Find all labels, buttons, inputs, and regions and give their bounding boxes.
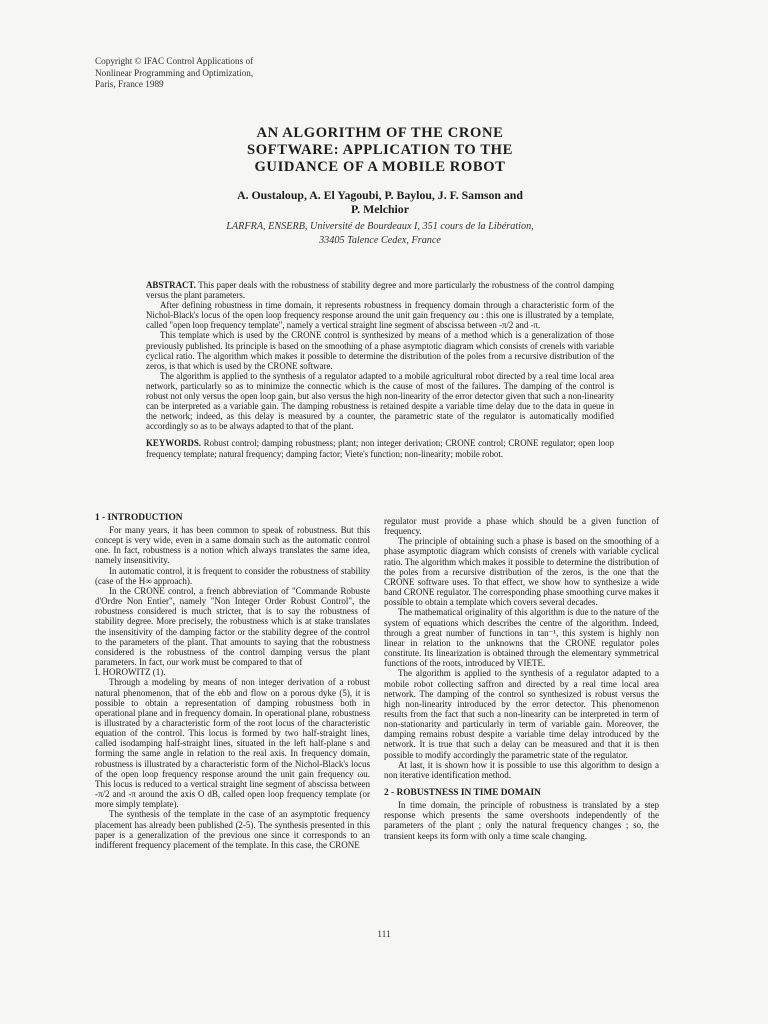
affiliation-line: 33405 Talence Cedex, France xyxy=(319,235,441,246)
body-paragraph: In time domain, the principle of robustness is translated by a step response which presents the same overshoots independently of the parameters of the plant ; only the natural frequency changes ; so, the transient keeps its form with only a time scale changing. xyxy=(384,800,659,841)
section-heading: 2 - ROBUSTNESS IN TIME DOMAIN xyxy=(384,788,541,799)
title-line: GUIDANCE OF A MOBILE ROBOT xyxy=(254,159,506,175)
body-paragraph: At last, it is shown how it is possible to use this algorithm to design a non iterative identification method. xyxy=(384,759,659,780)
abstract-paragraph xyxy=(146,280,614,300)
left-column xyxy=(95,513,370,850)
abstract-paragraph: After defining robustness in time domain, it represents robustness in frequency domain through a characteristic form of the Nichol-Black's locus of the open loop frequency response around the unit gain frequency ωu : this one is illustrated by a template, called "open loop frequency template", namely a vertical straight line segment of abscissa between -π/2 and -π. xyxy=(146,300,614,331)
title-line: SOFTWARE: APPLICATION TO THE xyxy=(247,142,513,158)
right-column xyxy=(384,516,659,841)
copyright-line: Copyright © IFAC Control Applications of xyxy=(95,56,254,66)
body-paragraph: In the CRONE control, a french abbreviation of "Commande Robuste d'Ordre Non Entier", namely "Non Integer Order Robust Control", the robustness considered is much stricter, that is to say the robustness of stability degree. More precisely, the robustness which is at stake translates the insensitivity of the damping factor or the stability degree of the control to the parameters of the plant. That amounts to saying that the robustness considered is the robustness of the control damping versus the plant parameters. In fact, our work must be compared to that of xyxy=(95,585,370,668)
copyright-line: Paris, France 1989 xyxy=(95,79,164,89)
authors-line: A. Oustaloup, A. El Yagoubi, P. Baylou, J. F. Samson and xyxy=(237,188,523,202)
affiliation xyxy=(150,220,610,248)
body-paragraph: In automatic control, it is frequent to consider the robustness of stability (case of the H∞ approach). xyxy=(95,565,370,586)
body-paragraph: The mathematical originality of this algorithm is due to the nature of the system of equations which describes the centre of the algorithm. Indeed, through a great number of functions in tan⁻¹, this system is highly non linear in relation to the unknowns that the CRONE regulator poles constitute. Its linearization is obtained through the elementary symmetrical functions of the roots, introduced by VIETE. xyxy=(384,607,659,669)
keywords-label: KEYWORDS. xyxy=(146,438,201,449)
body-paragraph: regulator must provide a phase which should be a given function of frequency. xyxy=(384,516,659,537)
abstract-paragraph: The algorithm is applied to the synthesis of a regulator adapted to a mobile agricultural robot directed by a real time local area network, particularly so as to minimize the connectic which is the cause of most of the failures. The damping of the control is robust not only versus the open loop gain, but also versus the high non-linearity of the error detector given that such a non-linearity can be interpreted as a variable gain. The damping robustness is retained despite a variable time delay due to the data in queue in the network; indeed, as this delay is measured by a counter, the parametric state of the regulator is automatically modified accordingly so as to be always adapted to that of the plant. xyxy=(146,370,614,432)
body-paragraph: The synthesis of the template in the case of an asymptotic frequency placement has already been published (2-5). The synthesis presented in this paper is a generalization of the previous one since it corresponds to an indifferent frequency placement of the template. In this case, the CRONE xyxy=(95,809,370,850)
authors-line: P. Melchior xyxy=(351,202,409,216)
copyright-notice xyxy=(95,56,253,91)
keywords-text: Robust control; damping robustness; plant; non integer derivation; CRONE control; CRONE regulator; open loop frequency template; natural frequency; damping factor; Viete's function; non-linearity; mobile robot. xyxy=(146,438,615,459)
title-line: AN ALGORITHM OF THE CRONE xyxy=(256,125,504,141)
copyright-line: Nonlinear Programming and Optimization, xyxy=(95,67,254,78)
abstract-block xyxy=(146,280,614,459)
paper-title xyxy=(150,125,610,176)
affiliation-line: LARFRA, ENSERB, Université de Bourdeaux I, 351 cours de la Libération, xyxy=(226,221,534,232)
section-heading: 1 - INTRODUCTION xyxy=(95,513,183,523)
body-paragraph: The algorithm is applied to the synthesis of a regulator adapted to a mobile robot collecting saffron and directed by a real time local area network. The damping of the control so synthesized is robust versus the high non-linearity introduced by the error detector. This phenomenon results from the fact that such a non-linearity can be interpreted in term of non-stationarity and particularly in term of variable gain. Moreover, the damping remains robust despite a variable time delay introduced by the network. It is true that such a delay can be measured and that it is then possible to modify accordingly the parametric state of the regulator. xyxy=(384,668,659,760)
author-list xyxy=(150,188,610,216)
body-paragraph: For many years, it has been common to speak of robustness. But this concept is very wide, even in a same domain such as the automatic control one. In fact, robustness is a notion which always translates the same idea, namely insensitivity. xyxy=(95,525,370,566)
abstract-text: This paper deals with the robustness of stability degree and more particularly the robustness of the control damping versus the plant parameters. xyxy=(146,280,614,301)
keywords-paragraph xyxy=(146,438,614,458)
body-paragraph: Through a modeling by means of non integer derivation of a robust natural phenomenon, that of the ebb and flow on a porous dyke (5), it is possible to obtain a representation of damping robustness both in operational plane and in frequency domain. In operational plane, robustness is illustrated by a characteristic form of the root locus of the characteristic equation of the control. This locus is formed by two half-straight lines, called isodamping half-straight lines, situated in the left half-plane s and forming the same angle in relation to the real axis. In frequency domain, robustness is illustrated by a characteristic form of the Nichol-Black's locus of the open loop frequency response around the unit gain frequency ωu. This locus is reduced to a vertical straight line segment of abscissa between -π/2 and -π around the axis O dB, called open loop frequency template (or more simply template). xyxy=(95,677,370,810)
abstract-label: ABSTRACT. xyxy=(146,280,196,290)
abstract-paragraph: This template which is used by the CRONE control is synthesized by means of a method which is a generalization of those previously published. Its principle is based on the smoothing of a phase asymptotic diagram which consists of crenels with variable cyclical ratio. The algorithm which makes it possible to determine the distribution of the poles from a recursive distribution of the zeros, is that which is used by the CRONE software. xyxy=(146,330,614,371)
page-number: 111 xyxy=(377,930,391,940)
body-paragraph: I. HOROWITZ (1). xyxy=(95,667,166,678)
body-paragraph: The principle of obtaining such a phase is based on the smoothing of a phase asymptotic diagram which consists of crenels with variable cyclical ratio. The algorithm which makes it possible to determine the distribution of the poles from a recursive distribution of the zeros, is the one that the CRONE software uses. To that effect, we show how to synthesize a wide band CRONE regulator. The corresponding phase smoothing curve makes it possible to obtain a template which covers several decades. xyxy=(384,536,659,608)
